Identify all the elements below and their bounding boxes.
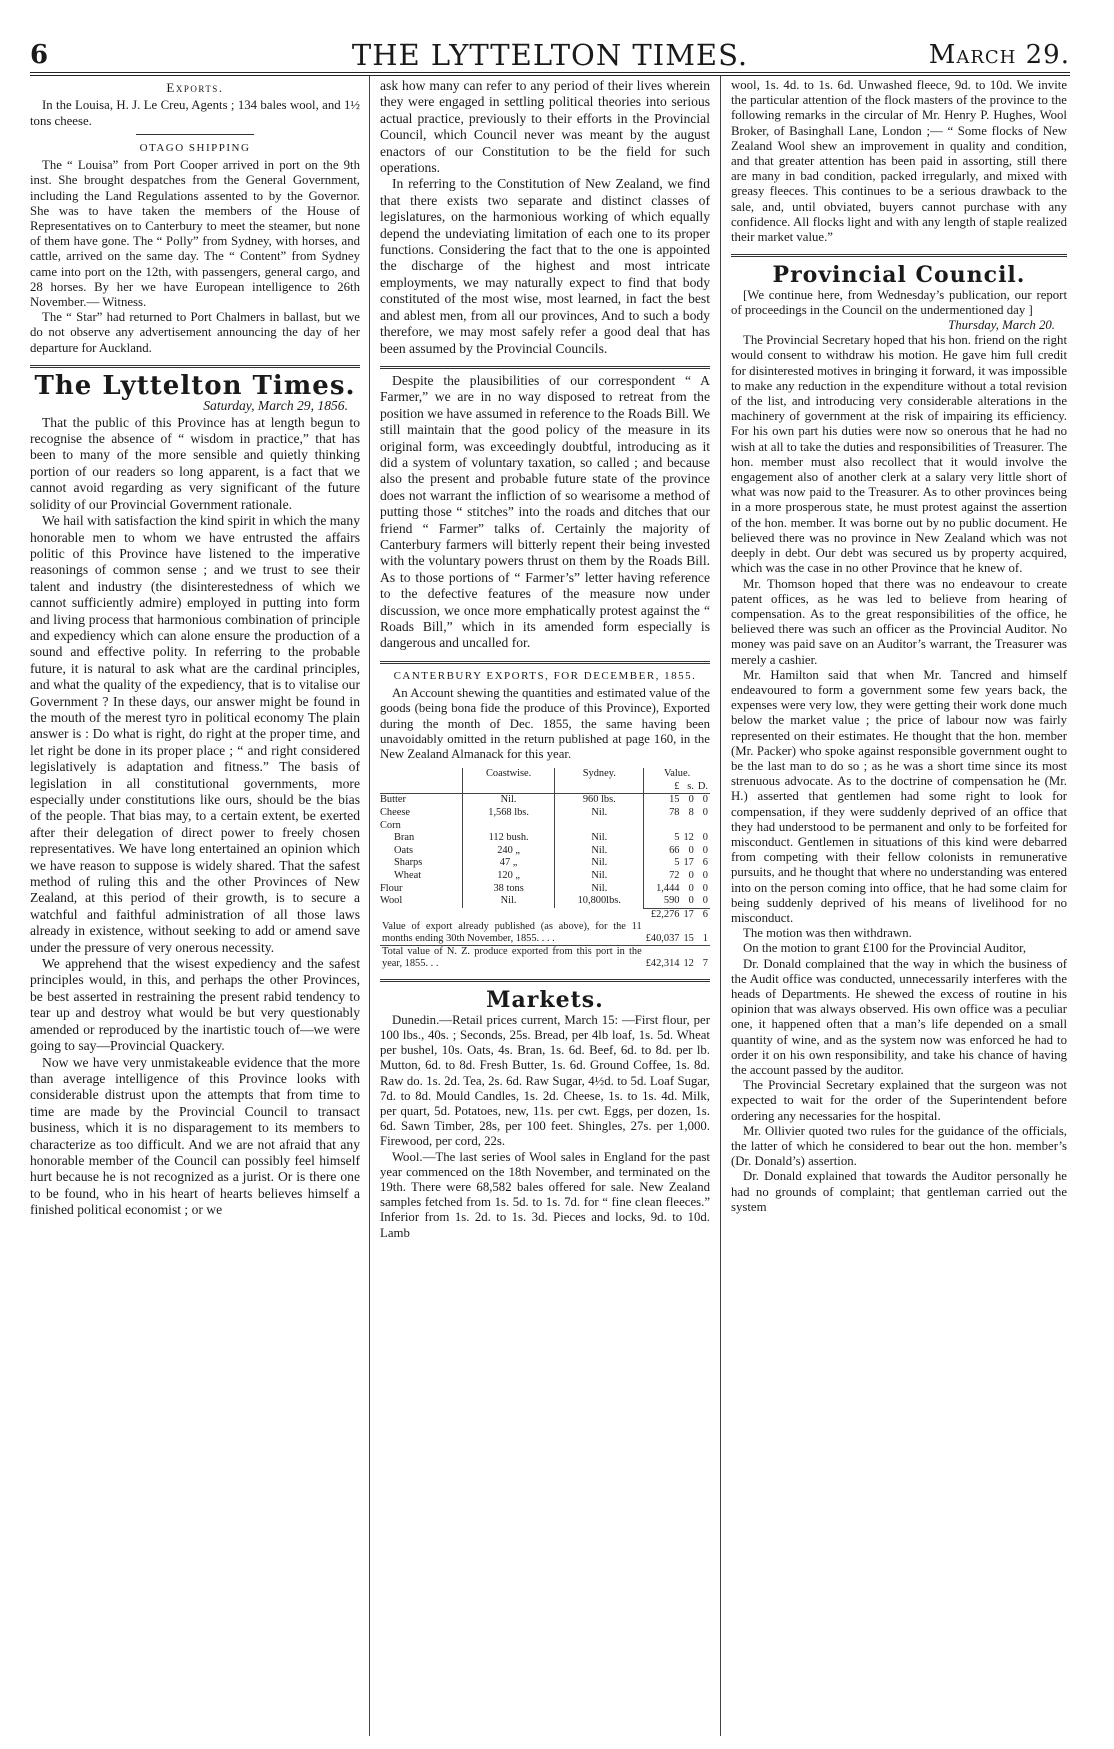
editorial-paragraph: We hail with satisfaction the kind spirit in which the many honorable men to whom we have entrusted the affairs politic of this Province have listened to the imperative reasonings of common sense ; and we trust to see their talent and industry (the disinterestedness of which we cannot sufficiently admire) employed in putting into form and living process that harmonious combination of principle and expediency which can alone ensure the production of a sound and effective polity. In referring to the probable future, it is natural to ask what are the cardinal principles, and what the quality of the expediency, that is to vitalise our Government ? In these days, our answer might be found in the mouth of the merest tyro in political economy The plain answer is : Do what is right, do right at the proper time, and let right be done in its proper place ; “ and right considered legislatively is adaptation and fitness.” The basis of legislation in all constitutional governments, more especially under constitutions like ours, should be the bias of the people. That bias may, to a certain extent, be exerted after their delegation of direct power to freely chosen representatives. We have long entertained an opinion which we have reason to suppose is widely shared. That the safest method of ruling this and the other Provinces of New Zealand, at this period of their growth, is to secure a watchful and faithful administration of all those laws already in existence, without seeking to add or amend save under the pressure of very onerous necessity. [30, 513, 360, 955]
markets-heading: Markets. [486, 987, 604, 1014]
dunedin-prices: Dunedin.—Retail prices current, March 15: —First flour, per 100 lbs., 40s. ; Seconds, 25s. Bread, per 4lb loaf, 1s. 5d. Wheat per bushel, 10s. Oats, 4s. Bran, 1s. 6d. Beef, 6d. to 8d. per lb. Mutton, 6d. to 8d. Fresh Butter, 1s. 6d. Ground Coffee, 1s. 8d. Raw do. 1s. 2d. Tea, 2s. 6d. Raw Sugar, 4½d. to 5d. Loaf Sugar, 7d. to 8d. Mould Candles, 1s. 2d. Cheese, 1s. to 1s. 4d. Milk, per quart, 5d. Potatoes, new, 11s. per cwt. Eggs, per dozen, 1s. 6d. Sawn Timber, 28s, per 100 feet. Shingles, 27s. per 1,000. Firewood, per cord, 22s. [380, 1012, 710, 1149]
table-cell-coast: 240 „ [462, 845, 555, 858]
council-paragraph: Mr. Ollivier quoted two rules for the guidance of the officials, the latter of which he considered to bear out the hon. member’s (Dr. Donald’s) assertion. [731, 1123, 1067, 1169]
table-cell-coast: 47 „ [462, 857, 555, 870]
table-cell-d: 0 [702, 895, 708, 907]
editorial-dateline: Saturday, March 29, 1856. [203, 398, 348, 414]
table-cell-sydney: 10,800lbs. [555, 895, 644, 908]
table-row [380, 895, 710, 908]
money-header: £ [644, 781, 682, 794]
council-paragraph: Mr. Hamilton said that when Mr. Tancred and himself endeavoured to form a government some few years back, the expenses were very low, they were getting their work done much below the market value ; the price of labour now was fairly represented on their estimates. He thought that the hon. member (Mr. Packer) who spoke against responsible government ought to be the last man to do so ; as he was a short time since its most strenuous advocate. As to the doctrine of compensation he (Mr. H.) asserted that gentlemen had some right to look for compensation, if they were suddenly deprived of an office that they had understood to be permanent and only to be forfeited for misconduct. Gentlemen in situations of this kind were debarred from competing with their fellow colonists in remunerative pursuits, and he thought that where no understanding was entered into on the person coming into office, that he had some claim for being suddenly deprived of his means of livelihood for no misconduct. [731, 667, 1067, 925]
table-cell-s: 0 [688, 869, 694, 881]
section-rule [136, 134, 255, 135]
column-divider-2 [720, 76, 721, 1736]
table-cell-l: 5 [644, 857, 682, 870]
provincial-council-heading: Provincial Council. [772, 262, 1026, 289]
editorial-paragraph: We apprehend that the wisest expediency and the safest principles would, in this, and perhaps the other Provinces, be best asserted in restraining the present rabid tendency to tear up and destroy what would be but very questionably amended or reproduced by the inartistic touch of—we were going to say—Provincial Quackery. [30, 956, 360, 1054]
wool-sales: Wool.—The last series of Wool sales in England for the past year commenced on the 18th November, and terminated on the 19th. There were 68,582 bales offered for sale. New Zealand samples fetched from 1s. 5d. to 1s. 7d. for “ fine clean fleeces.” Inferior from 1s. 2d. to 1s. 3d. Pieces and locks, 9d. to 10d. Lamb [380, 1149, 710, 1240]
column-3 [731, 78, 1067, 1215]
table-cell-s: 0 [688, 794, 694, 806]
table-cell-s: 17 [683, 857, 694, 869]
table-cell-d [696, 820, 710, 833]
table-cell-d: 6 [702, 857, 708, 869]
otago-shipping-heading: OTAGO SHIPPING [139, 141, 251, 154]
subtotal-shillings: 17 [683, 908, 694, 920]
year-total-pence: 7 [696, 946, 710, 971]
table-header: Coastwise. [462, 768, 555, 781]
council-paragraph: On the motion to grant £100 for the Provincial Auditor, [743, 941, 1027, 956]
table-cell-l: 72 [644, 870, 682, 883]
table-cell-l: 15 [644, 794, 682, 807]
table-cell-item: Cheese [380, 807, 411, 819]
table-cell-l: 590 [644, 895, 682, 908]
otago-paragraph-2: The “ Star” had returned to Port Chalmers in ballast, but we do not observe any advertisement announcing the day of her departure for Auckland. [30, 310, 360, 355]
editorial-continued-1: ask how many can refer to any period of their lives wherein they were engaged in settling political theories into serious actual practice, previously to their efforts in the Provincial Council, which Council never was meant by the august enactors of our Constitution to be the field for such operations. [380, 78, 710, 176]
exports-table [380, 768, 710, 970]
money-header: s. [681, 781, 695, 794]
year-total-note: Total value of N. Z. produce exported from this port in the year, 1855. . . [382, 946, 642, 970]
council-intro: [We continue here, from Wednesday’s publication, our report of proceedings in the Council on the undermentioned day ] [731, 287, 1067, 317]
table-cell-d: 0 [702, 794, 708, 806]
eleven-month-shillings: 15 [683, 932, 694, 944]
section-rule-double [30, 365, 360, 368]
masthead [30, 36, 1070, 70]
money-header: D. [696, 781, 710, 794]
table-cell-item: Wheat [394, 869, 422, 881]
table-cell-item: Bran [394, 832, 415, 844]
table-header: Value. [644, 768, 710, 781]
table-cell-sydney: Nil. [555, 807, 644, 820]
otago-paragraph-1: The “ Louisa” from Port Cooper arrived in port on the 9th inst. She brought despatches from the General Government, including the Land Regulations assented to by the Governor. She was to have taken the members of the House of Representatives on to Canterbury to meet the steamer, but none of them have gone. The “ Polly” from Sydney, with horses, and cattle, arrived on the same day. The “ Content” from Sydney came into port on the 12th, with passengers, general cargo, and 28 horses. By her we have European intelligence to 26th November.— Witness. [30, 158, 360, 310]
table-cell-l: 66 [644, 845, 682, 858]
council-paragraph: Dr. Donald complained that the way in which the business of the Audit office was conducted, unnecessarily interferes with the heads of Departments. He shewed the excess of routine in his opinion that was always observed. His own office was a peculiar one, it happened often that a man’s life depended on a small quantity of wine, and as the system now was enforced he had to order it on his own responsibility, and take his chance of having the account passed by the auditor. [731, 956, 1067, 1077]
table-row [380, 820, 710, 833]
table-cell-sydney: Nil. [555, 870, 644, 883]
table-cell-s: 0 [688, 895, 694, 907]
table-cell-item: Butter [380, 794, 406, 806]
editorial-paragraph: That the public of this Province has at length begun to recognise the absence of “ wisdom in practice,” that has been to many of the more sensible and quietly thinking portion of our readers so long apparent, is a fact that we cannot avoid regarding as very significant of the future solidity of our Provincial Government rationale. [30, 414, 360, 512]
table-row [380, 832, 710, 845]
wool-continued: wool, 1s. 4d. to 1s. 6d. Unwashed fleece, 9d. to 10d. We invite the particular attention of the flock masters of the province to the following remarks in the circular of Mr. Henry P. Hughes, Wool Broker, of Basinghall Lane, London ;— “ Some flocks of New Zealand Wool shew an improvement in quality and condition, and that greater attention has been paid in assorting, still there are many in bad condition, packed irregularly, and mixed with greasy fleeces. This continues to be a serious drawback to the sale, and, until obviated, buyers cannot purchase with any confidence. All flocks light and with any length of staple realized their market value.” [731, 78, 1067, 245]
table-cell-sydney: 960 lbs. [555, 794, 644, 807]
table-cell-s: 0 [688, 844, 694, 856]
section-rule-double [380, 366, 710, 369]
council-paragraph: The Provincial Secretary explained that the surgeon was not expected to wait for the order of the Superintendent before ordering any necessaries for the hospital. [731, 1078, 1067, 1123]
table-cell-item: Flour [380, 882, 403, 894]
council-paragraph: The motion was then withdrawn. [743, 926, 912, 941]
table-row [380, 845, 710, 858]
table-cell-sydney: Nil. [555, 883, 644, 896]
table-cell-l: 1,444 [644, 883, 682, 896]
column-2 [380, 78, 710, 1241]
table-cell-coast: Nil. [462, 794, 555, 807]
table-row [380, 857, 710, 870]
editorial-continued-2: In referring to the Constitution of New Zealand, we find that there exists two separate and distinct classes of legislatures, on the harmonious working of which equally depend the undeviating limitation of each one to its proper functions. Considering the fact that to the one is appointed the discharge of the highest and most intricate employments, we may naturally expect to find that body constituted of the most wise, most learned, in fact the best and ablest men, from all our provinces, And to such a body therefore, we may most safely refer a good deal that has been assumed by the Provincial Councils. [380, 176, 710, 356]
table-cell-coast: 112 bush. [462, 832, 555, 845]
newspaper-title: THE LYTTELTON TIMES. [351, 38, 749, 72]
table-cell-l [644, 820, 682, 833]
eleven-month-pounds: £40,037 [645, 932, 680, 944]
council-dateline: Thursday, March 20. [948, 318, 1055, 333]
table-cell-coast [462, 820, 555, 833]
roads-bill-paragraph: Despite the plausibilities of our correspondent “ A Farmer,” we are in no way disposed to retreat from the position we have assumed in reference to the Roads Bill. We still maintain that the good policy of the measure in its original form, was exceedingly doubtful, introducing as it did a system of voluntary taxation, so called ; and because also the present and probable future state of the province does not warrant the infliction of so wearisome a method of putting those “ stitches” into the roads and ditches that our friend “ Farmer” talks of. Certainly the majority of Canterbury farmers will bitterly repent their being invested with the voluntary powers thrust on them by the Roads Bill. As to those portions of “ Farmer’s” letter having reference to the defective features of the measure now under discussion, we once more emphatically protest against the “ Roads Bill,” which in its amended form especially is dangerous and uncalled for. [380, 372, 710, 651]
table-row [380, 794, 710, 807]
table-cell-item: Corn [380, 819, 401, 831]
table-cell-d: 0 [702, 807, 708, 819]
table-cell-coast: Nil. [462, 895, 555, 908]
table-cell-s: 0 [688, 882, 694, 894]
section-rule-double [731, 254, 1067, 257]
table-cell-l: 78 [644, 807, 682, 820]
editorial-title: The Lyttelton Times. [34, 370, 356, 401]
table-cell-l: 5 [644, 832, 682, 845]
table-cell-item: Sharps [394, 857, 423, 869]
exports-account-intro: An Account shewing the quantities and estimated value of the goods (being bona fide the produce of this Province), Exported during the month of Dec. 1855, the same having been unavoidably omitted in the return published at page 160, in the New Zealand Almanack for this year. [380, 686, 710, 762]
table-cell-sydney: Nil. [555, 832, 644, 845]
column-1 [30, 78, 360, 1219]
council-paragraph: Mr. Thomson hoped that there was no endeavour to create patent offices, as he was led to believe from hearing of compensation. As to the great responsibilities of the office, he believed there was such an officer as the Provincial Auditor. No money was paid save on an Auditor’s warrant, the Treasurer was merely a cashier. [731, 576, 1067, 667]
table-header: Sydney. [555, 768, 644, 781]
council-paragraph: The Provincial Secretary hoped that his hon. friend on the right would consent to withdraw his motion. He gave him full credit for disinterested motives in bringing it forward, it was impossible to make any reduction in the expenditure without a total revision of the list, and introducing very considerable alterations in the machinery of government at the risk of impairing its efficiency. For his own part his duties were now so onerous that he had no wish at all to take the duties and responsibilities of Treasurer. The hon. member must also recollect that it would involve the engagement also of another clerk at a salary very little short of what was now paid to the Treasurer. As to other provinces being in a more prosperous state, he must protest against the assertion of the hon. member. It was borne out by no public document. He believed there was no province in New Zealand which was not deeply in debt. Our debt was secured us by property acquired, which was the case in no other Province that he knew of. [731, 333, 1067, 576]
page-number: 6 [30, 40, 49, 70]
table-cell-sydney: Nil. [555, 845, 644, 858]
section-rule-double [380, 661, 710, 664]
subtotal-pence: 6 [696, 908, 710, 921]
column-divider-1 [369, 76, 370, 1736]
table-row [380, 807, 710, 820]
editorial-paragraph: Now we have very unmistakeable evidence that the more than average intelligence of this Province looks with considerable distrust upon the attempts that from time to time are made by the Provincial Council to transact business, which it is no disparagement to its members to characterize as too difficult. And we are not afraid that any honorable member of the Council can possibly feel himself hurt because he is not recognized as a jurist. Or is there one to be found, who in his heart of hearts believes himself a finished political economist ; or we [30, 1054, 360, 1218]
table-cell-coast: 1,568 lbs. [462, 807, 555, 820]
exports-heading: Exports. [166, 80, 224, 95]
council-paragraph: Dr. Donald explained that towards the Auditor personally he had no grounds of complaint; that gentleman carried out the system [731, 1169, 1067, 1214]
eleven-month-note: Value of export already published (as above), for the 11 months ending 30th November, 1855. . . . [382, 921, 642, 945]
canterbury-exports-heading: CANTERBURY EXPORTS, FOR DECEMBER, 1855. [393, 669, 697, 682]
table-cell-sydney [555, 820, 644, 833]
table-cell-s [681, 820, 695, 833]
table-cell-d: 0 [702, 882, 708, 894]
table-row [380, 870, 710, 883]
masthead-rule-2 [30, 75, 1070, 76]
table-cell-item: Wool [380, 895, 403, 907]
masthead-rule [30, 72, 1070, 73]
table-cell-d: 0 [702, 844, 708, 856]
issue-date: March 29. [928, 40, 1070, 70]
table-cell-s: 12 [683, 832, 694, 844]
section-rule-double [380, 979, 710, 982]
table-row [380, 883, 710, 896]
subtotal-pounds: £2,276 [644, 908, 682, 921]
table-cell-coast: 120 „ [462, 870, 555, 883]
eleven-month-pence: 1 [702, 932, 708, 944]
table-cell-s: 8 [688, 807, 694, 819]
table-cell-coast: 38 tons [462, 883, 555, 896]
table-cell-d: 0 [702, 832, 708, 844]
table-cell-item: Oats [394, 844, 414, 856]
table-cell-sydney: Nil. [555, 857, 644, 870]
exports-text: In the Louisa, H. J. Le Creu, Agents ; 134 bales wool, and 1½ tons cheese. [30, 98, 360, 128]
year-total-pounds: £42,314 [644, 946, 682, 971]
table-cell-d: 0 [702, 869, 708, 881]
year-total-shillings: 12 [681, 946, 695, 971]
